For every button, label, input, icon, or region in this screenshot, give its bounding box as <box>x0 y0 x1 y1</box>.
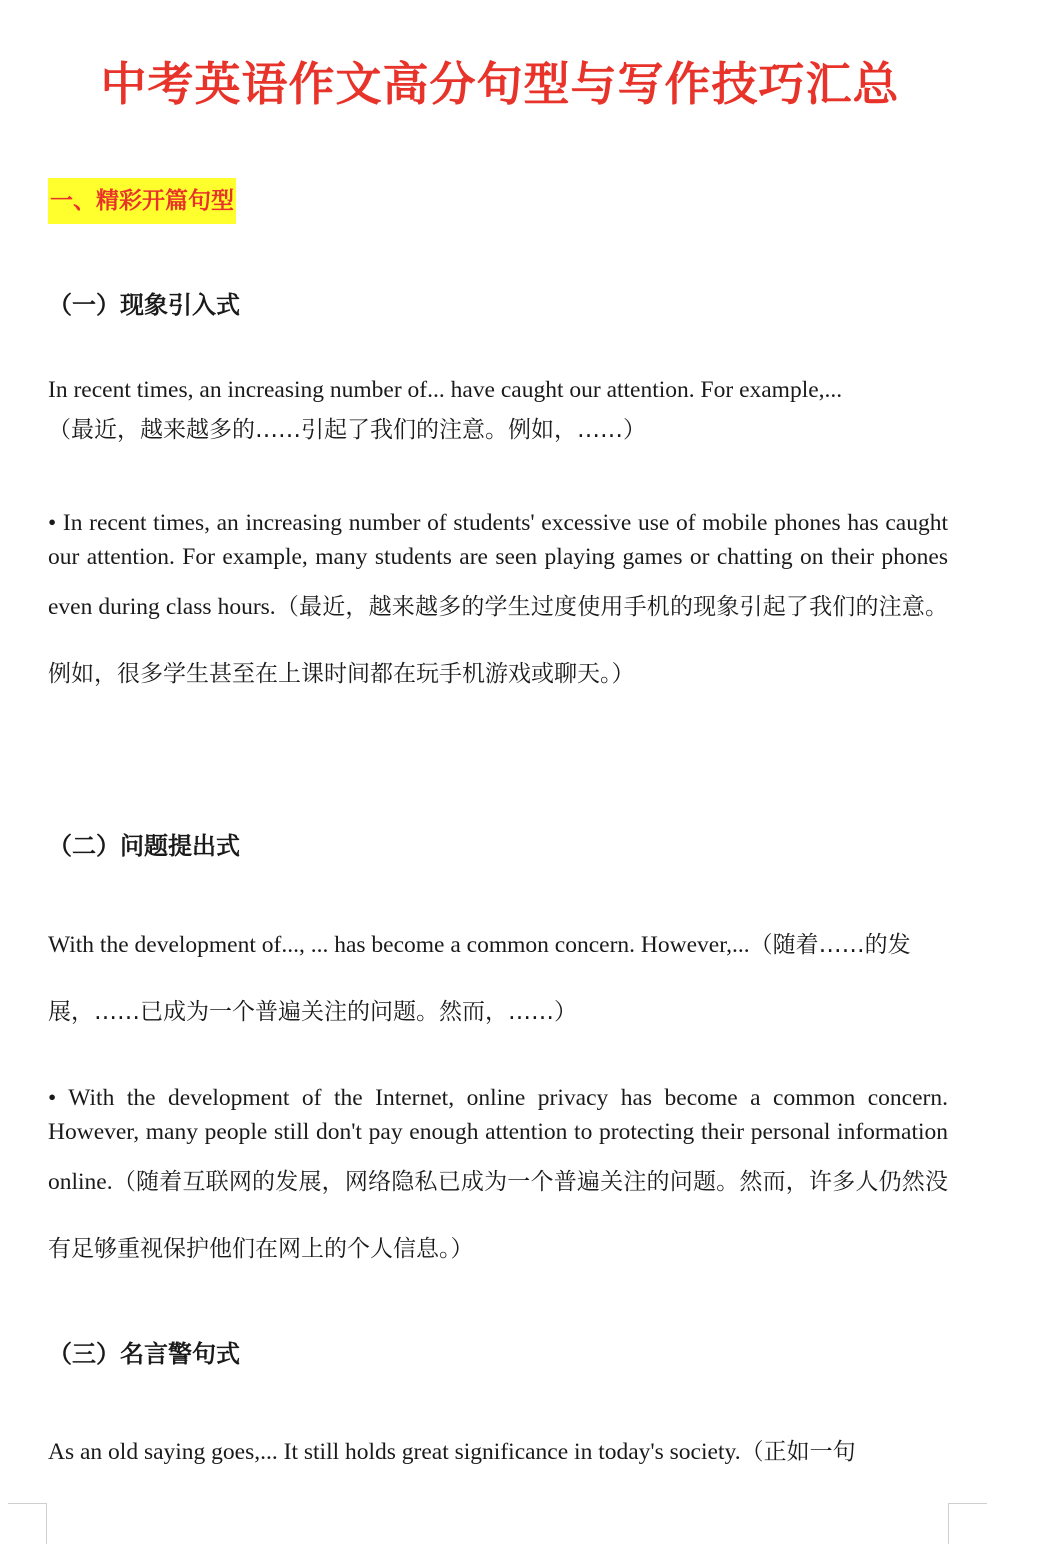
pattern-paragraph-3 <box>48 1419 948 1486</box>
example-chinese: （随着互联网的发展，网络隐私已成为一个普遍关注的问题。然而，许多人仍然没有足够重视保护他们在网上的个人信息。） <box>48 1169 948 1262</box>
page-corner-mark-left <box>8 1503 47 1544</box>
example-paragraph-1 <box>48 506 948 708</box>
pattern-chinese: （正如一句 <box>740 1439 856 1465</box>
pattern-english: With the development of..., ... has become a common concern. However,... <box>48 932 750 958</box>
subsection-heading-quote: （三）名言警句式 <box>48 1340 240 1368</box>
example-chinese: （最近，越来越多的学生过度使用手机的现象引起了我们的注意。例如，很多学生甚至在上课时间都在玩手机游戏或聊天。） <box>48 594 948 687</box>
subsection-heading-problem: （二）问题提出式 <box>48 832 240 860</box>
example-english: • In recent times, an increasing number of students' excessive use of mobile phones has caught our attention. For example, many students are seen playing games or chatting on their phones even during class hours. <box>48 510 948 620</box>
document-title: 中考英语作文高分句型与写作技巧汇总 <box>100 57 900 111</box>
subsection-heading-phenomenon: （一）现象引入式 <box>48 291 240 319</box>
page-corner-mark-right <box>948 1503 987 1544</box>
pattern-chinese: （最近，越来越多的……引起了我们的注意。例如，……） <box>48 417 646 443</box>
pattern-paragraph-2 <box>48 912 948 1046</box>
pattern-english: In recent times, an increasing number of... have caught our attention. For example,... <box>48 377 843 403</box>
pattern-english: As an old saying goes,... It still holds great significance in today's society. <box>48 1439 741 1465</box>
pattern-paragraph-1 <box>48 370 948 450</box>
example-paragraph-2 <box>48 1081 948 1283</box>
section-heading-opening-sentences: 一、精彩开篇句型 <box>48 178 236 224</box>
example-english: • With the development of the Internet, online privacy has become a common concern. However, many people still don't pay enough attention to protecting their personal information online. <box>48 1085 948 1195</box>
pattern-chinese: （随着……的发展，……已成为一个普遍关注的问题。然而，……） <box>48 932 911 1025</box>
